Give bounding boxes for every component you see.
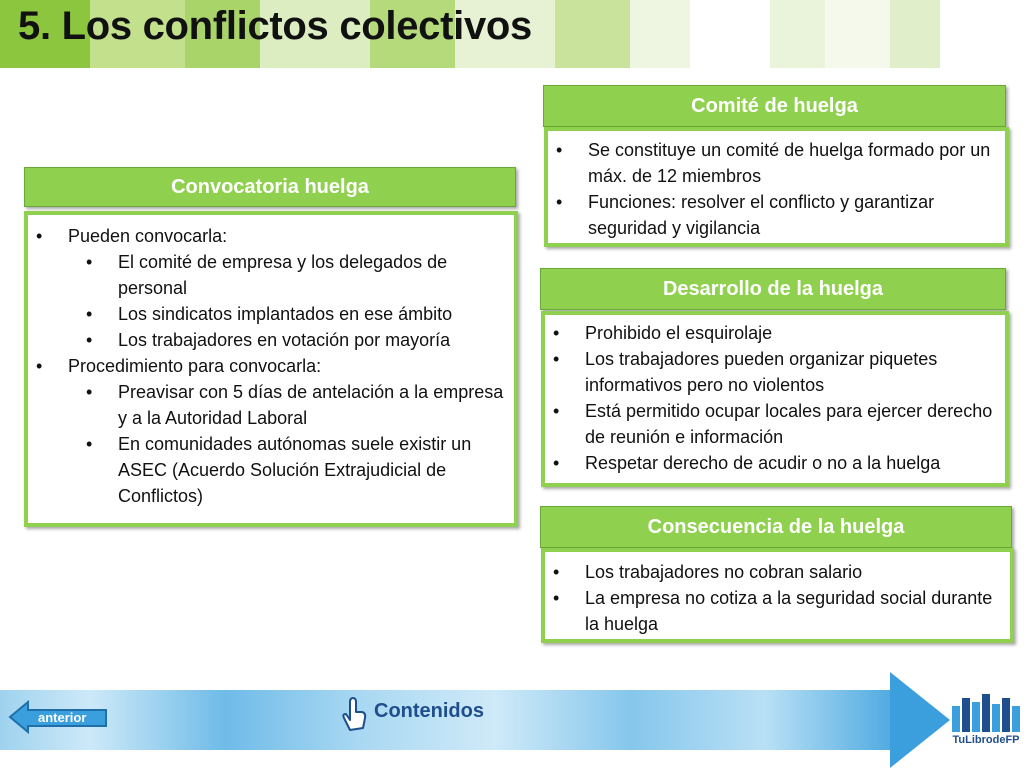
list-item: • La empresa no cotiza a la seguridad social durante la huelga [545, 585, 1010, 637]
header-stripe [890, 0, 940, 68]
list-item: • Preavisar con 5 días de antelación a la empresa y a la Autoridad Laboral [68, 379, 514, 431]
consecuencia-heading: Consecuencia de la huelga [540, 506, 1012, 548]
list-item: • Los trabajadores en votación por mayoría [68, 327, 514, 353]
comite-panel [544, 127, 1009, 247]
convocatoria-list [28, 223, 514, 509]
convocatoria-heading: Convocatoria huelga [24, 167, 516, 207]
comite-heading: Comité de huelga [543, 85, 1006, 127]
pointing-hand-icon [338, 694, 368, 734]
list-item: • Se constituye un comité de huelga formado por un máx. de 12 miembros [548, 137, 1005, 189]
list-item: • Los sindicatos implantados en ese ámbito [68, 301, 514, 327]
desarrollo-list [545, 320, 1005, 476]
list-item [28, 223, 514, 353]
list-item: • En comunidades autónomas suele existir un ASEC (Acuerdo Solución Extrajudicial de Conflictos) [68, 431, 514, 509]
convocatoria-panel [24, 211, 518, 527]
books-logo-icon [950, 692, 1022, 734]
sub-list [68, 379, 514, 509]
list-item: • Respetar derecho de acudir o no a la huelga [545, 450, 1005, 476]
list-item: • Funciones: resolver el conflicto y garantizar seguridad y vigilancia [548, 189, 1005, 241]
slide-footer [0, 672, 1024, 768]
header-stripe [940, 0, 1024, 68]
sub-list [68, 249, 514, 353]
footer-arrow-shape [890, 672, 950, 768]
header-stripe [690, 0, 770, 68]
list-item: • Los trabajadores pueden organizar piquetes informativos pero no violentos [545, 346, 1005, 398]
back-button[interactable] [8, 700, 108, 734]
contents-link[interactable] [338, 694, 484, 738]
header-stripe [770, 0, 825, 68]
contents-label: Contenidos [374, 700, 484, 722]
list-item [28, 353, 514, 509]
back-button-label: anterior [38, 710, 87, 725]
desarrollo-heading: Desarrollo de la huelga [540, 268, 1006, 310]
consecuencia-list [545, 559, 1010, 637]
page-title: 5. Los conflictos colectivos [18, 4, 532, 48]
header-stripe [555, 0, 630, 68]
list-item: • Prohibido el esquirolaje [545, 320, 1005, 346]
brand-name: TuLibrodeFP [952, 734, 1020, 746]
brand-logo [950, 692, 1022, 768]
consecuencia-panel [541, 548, 1014, 643]
list-item: • Los trabajadores no cobran salario [545, 559, 1010, 585]
list-item: • Está permitido ocupar locales para ejercer derecho de reunión e información [545, 398, 1005, 450]
comite-list [548, 137, 1005, 241]
desarrollo-panel [541, 311, 1009, 487]
list-item-text: Pueden convocarla: [68, 226, 228, 246]
list-item: • El comité de empresa y los delegados de personal [68, 249, 514, 301]
slide-header [0, 0, 1024, 68]
header-stripe [825, 0, 890, 68]
list-item-text: Procedimiento para convocarla: [68, 356, 322, 376]
header-stripe [630, 0, 690, 68]
